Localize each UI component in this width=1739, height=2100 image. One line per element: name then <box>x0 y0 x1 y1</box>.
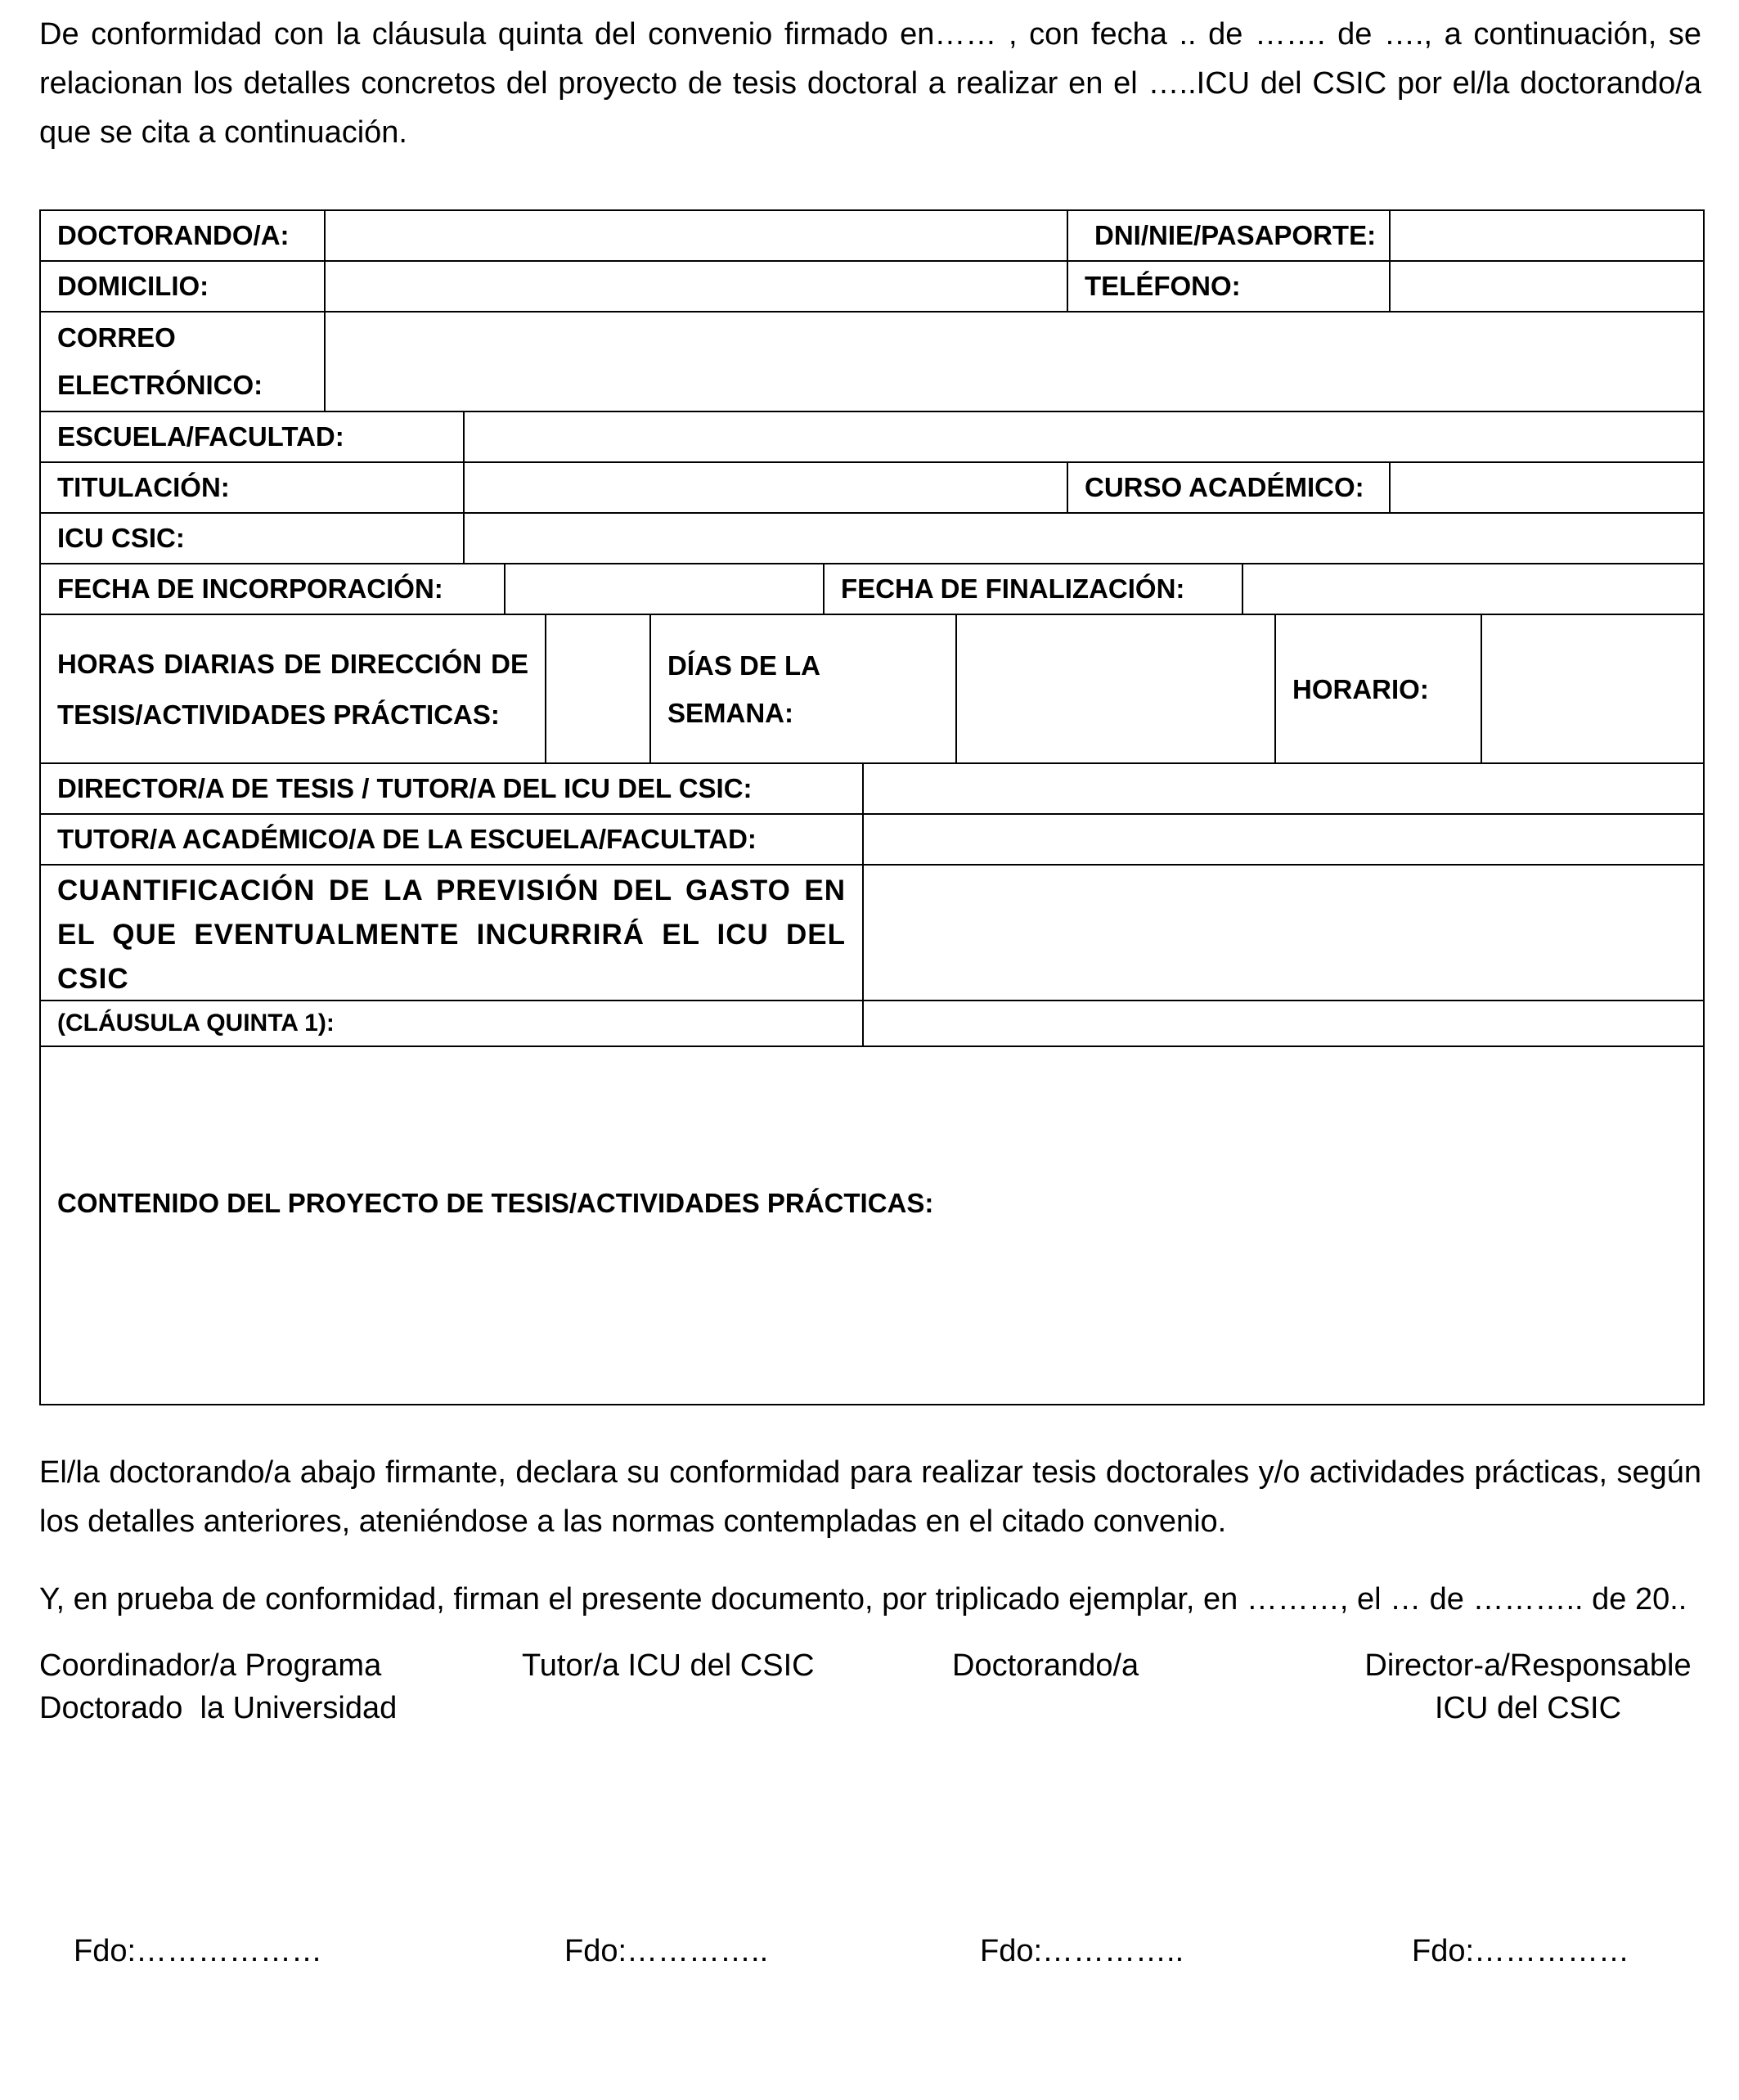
field-director[interactable] <box>863 763 1704 814</box>
fdo-director[interactable]: Fdo:…………… <box>1412 1934 1630 1968</box>
intro-paragraph: De conformidad con la cláusula quinta del convenio firmado en…… , con fecha .. de ……. de …., a continuación, se relacionan los detalles concretos del proyecto de tesis doctoral a realizar en el …..ICU del CSIC por el/la doctorando/a que se cita a continuación. <box>39 17 1701 150</box>
fdo-tutor[interactable]: Fdo:………….. <box>564 1934 769 1968</box>
signatory-director-line2: ICU del CSIC <box>1434 1691 1622 1725</box>
field-curso[interactable] <box>1390 462 1704 513</box>
field-titulacion[interactable] <box>464 462 1067 513</box>
conformidad-paragraph: El/la doctorando/a abajo firmante, declara su conformidad para realizar tesis doctorales y/o actividades prácticas, según los detalles anteriores, ateniéndose a las normas contempladas en el citado convenio. <box>39 1455 1701 1539</box>
signatory-director <box>1356 1644 1700 1729</box>
label-tutor-academico: TUTOR/A ACADÉMICO/A DE LA ESCUELA/FACULTAD: <box>40 814 863 865</box>
label-cuantificacion-text: CUANTIFICACIÓN DE LA PREVISIÓN DEL GASTO EN EL QUE EVENTUALMENTE INCURRIRÁ EL ICU DEL CSIC <box>57 875 846 995</box>
label-horas: HORAS DIARIAS DE DIRECCIÓN DE TESIS/ACTIVIDADES PRÁCTICAS: <box>40 614 546 763</box>
field-tutor-academico[interactable] <box>863 814 1704 865</box>
field-escuela[interactable] <box>464 411 1704 462</box>
form-table-personal <box>39 209 1705 412</box>
label-telefono: TELÉFONO: <box>1067 261 1390 312</box>
label-clausula: (CLÁUSULA QUINTA 1): <box>57 1010 335 1037</box>
field-dias[interactable] <box>956 614 1275 763</box>
prueba-paragraph: Y, en prueba de conformidad, firman el presente documento, por triplicado ejemplar, en ………, el … de ……….. de 20.. <box>39 1582 1687 1617</box>
label-horario: HORARIO: <box>1275 614 1481 763</box>
label-doctorando: DOCTORANDO/A: <box>40 210 325 261</box>
field-dni[interactable] <box>1390 210 1704 261</box>
signatory-tutor: Tutor/a ICU del CSIC <box>522 1648 815 1683</box>
label-fecha-finalizacion: FECHA DE FINALIZACIÓN: <box>824 564 1242 614</box>
field-fecha-finalizacion[interactable] <box>1242 564 1704 614</box>
signatory-doctorando: Doctorando/a <box>952 1648 1139 1683</box>
field-correo[interactable] <box>325 312 1704 411</box>
form-table-schedule <box>39 614 1705 764</box>
fdo-coordinador[interactable]: Fdo:……………… <box>74 1934 323 1968</box>
label-icu: ICU CSIC: <box>40 513 464 564</box>
label-fecha-incorporacion: FECHA DE INCORPORACIÓN: <box>40 564 505 614</box>
field-doctorando[interactable] <box>325 210 1067 261</box>
label-correo <box>40 312 325 411</box>
field-fecha-incorporacion[interactable] <box>505 564 824 614</box>
content-box[interactable] <box>40 1001 1704 1405</box>
signatory-director-line1: Director-a/Responsable <box>1364 1648 1692 1683</box>
signatory-coordinador-line2: Doctorado la Universidad <box>39 1691 398 1725</box>
label-correo-line2: ELECTRÓNICO: <box>57 370 263 400</box>
signatory-coordinador-line1: Coordinador/a Programa <box>39 1648 382 1683</box>
label-escuela: ESCUELA/FACULTAD: <box>40 411 464 462</box>
field-telefono[interactable] <box>1390 261 1704 312</box>
label-dias: DÍAS DE LA SEMANA: <box>650 614 956 763</box>
label-director: DIRECTOR/A DE TESIS / TUTOR/A DEL ICU DEL CSIC: <box>40 763 863 814</box>
label-contenido: CONTENIDO DEL PROYECTO DE TESIS/ACTIVIDADES PRÁCTICAS: <box>57 1188 934 1218</box>
form-table-academic <box>39 411 1705 564</box>
label-titulacion: TITULACIÓN: <box>40 462 464 513</box>
signatory-coordinador <box>39 1644 397 1729</box>
form-table-content <box>39 1000 1705 1405</box>
field-horario[interactable] <box>1481 614 1704 763</box>
fdo-doctorando[interactable]: Fdo:………….. <box>980 1934 1184 1968</box>
field-icu[interactable] <box>464 513 1704 564</box>
label-correo-line1: CORREO <box>57 322 176 353</box>
field-horas[interactable] <box>546 614 650 763</box>
form-table-dates <box>39 563 1705 615</box>
label-domicilio: DOMICILIO: <box>40 261 325 312</box>
field-domicilio[interactable] <box>325 261 1067 312</box>
label-curso: CURSO ACADÉMICO: <box>1067 462 1390 513</box>
label-dni: DNI/NIE/PASAPORTE: <box>1067 210 1390 261</box>
